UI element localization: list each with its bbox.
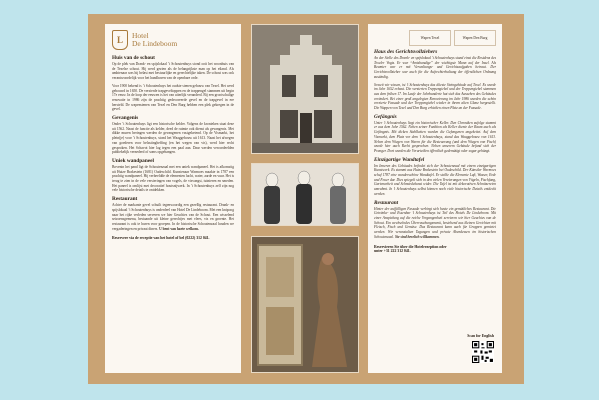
lindeboom-tree-icon: L: [112, 30, 128, 50]
scan-label: Scan for English: [467, 334, 494, 338]
crest-row: [374, 30, 496, 46]
info-board: [88, 14, 524, 384]
text-gevangenis: Onder ’t Schoutenhuys ligt een historische kelder. Volgens de kronieken staat deze uit 1562. Naast de functie als kelder, deed de ruimte ook dienst als gevangenis. Met dikke muren beringen werden de gevangenen vastgeketend. Op de Vismarkt, het plein(je) voor ’t Schoutenhuys, stond het Waaggebouw uit 1613. Naast het afwegen van goederen voor belastingheffing (en het wegen van vis), werd hier recht gesproken. Het Schavot hier lag tegen een paal aan. Daar werden veroordeelden publiekelijk vernederd of soms opgehangen.: [112, 122, 234, 155]
text-wandpaneel: Bovenin het pand ligt de Schoutenzaal met een uniek wandpaneel. Het is afkomstig uit Huize Brakestein (1681) Oudeschild. Kunstenaar Warmoes maakte in 1787 een prachtig wandpaneel. Hij verbeeldde de elementen lucht, water, aarde en vuur. Het is terug te zien in de vele versieringen van vogels, de visvangst, tuinieren en smeden. Het paneel is omlijst met decoratief houtsnijwerk. In ’t Schoutenhuys zelf zijn nog vele historische details te ontdekken.: [112, 164, 234, 193]
reserve-note: Reserveer via de receptie van het hotel of bel (0222) 312 041.: [112, 236, 210, 241]
text-haus-1: An der Stelle des Drank- en spijslokaal ’t Schoutenhuys stand einst die Residenz des Texeler Vogts. Er war “Amtshandige” der wichtigste Mann auf der Insel. Als Beamter war er mit Verwaltungs- und Gerichtsaufgaben betraut. Der Gerichtsvollzieher war auch für die Aufrechterhaltung der öffentlichen Ordnung zuständig.: [374, 56, 496, 79]
logo-text: Hotel De Lindeboom: [132, 31, 178, 48]
text-restaurant: Achter de markante gevel schuilt tegenwoordig een gezellig restaurant. Drank- en spijslokaal ’t Schoutenhuys is onderdeel van Hotel De Lindeboom. Met een knipoog naar het rijke verleden serveren we hier Geuchies van de Schout. Een wisselend seizoensgemenu, bestaande uit kleine gerechtjes met vlees, vis en groente. Het restaurant is ook te huren voor groepen. In de historische Schoutenzaal houden we vergaderingen en privaat diners. U bent van harte welkom.: [112, 203, 234, 231]
heading-huis: Huis van de schout: [112, 55, 155, 61]
building-facade-photo: [251, 24, 359, 154]
heading-wandpaneel: Uniek wandpaneel: [112, 157, 154, 164]
text-huis-2: Voor 1900 bekend is ’t Schoutenhuys het oudste stenen gebouw van Texel. Het werd gebouwd in 1650. De versierde trapgeveltoppen en de trappengel stammen uit begin 17e eeuw. In de loop der eeuwen is het van uiterlijk veranderd. Bij een grootschalige renovatie in 1986 zijn de prachtig gedecoreerde gevel en de trapgevel in ere hersteld. De wapenstenen van Texel en Den Burg hebben een plek gekregen in de gevel.: [112, 83, 234, 112]
wall-panel-photo: [251, 236, 359, 373]
hotel-logo: [112, 30, 234, 50]
heading-restaurant: Restaurant: [112, 196, 138, 203]
historic-figures-photo: [251, 163, 359, 226]
dutch-column: [105, 24, 241, 373]
heading-gefaengnis: Gefängnis: [374, 113, 397, 120]
heading-wandtafel: Einzigartige Wandtafel: [374, 156, 425, 163]
heading-restaurant-de: Restaurant: [374, 199, 399, 206]
german-column: [368, 24, 502, 373]
text-huis-1: Op de plek van Drank- en spijslokaal ’t Schoutenhuys stond ooit het woonhuis van de Texelse schout. Hij werd gezien als de belangrijkste man op het eiland. Als ambtenaar was hij belast met bestuurlijke en gerechtelijke taken. De schout was ook verantwoordelijk voor het handhaven van de openbare orde.: [112, 62, 234, 81]
text-gefaengnis: Unter ’t Schoutenhuys liegt ein historischer Keller. Den Chroniken zufolge stammt er aus dem Jahr 1562. Neben seiner Funktion als Keller diente der Raum auch als Gefängnis. Mit dicken Stahlketten wurden die Gefangenen angekettet. Auf dem Vismarkt, dem Platz vor dem ’t Schoutenhuys, stand das Waaggebouw von 1613. Neben dem Wiegen von Waren für die Besteuerung (und dem Wiegen von Fisch) wurde hier auch Recht gesprochen. Neben unserem Gebäude befand sich der Pranger. Dort wurden die Verurteilten öffentlich gedemütigt oder sogar gehängt.: [374, 120, 496, 153]
text-haus-2: Soweit wir wissen, ist ’t Schoutenhuys das älteste Steingebäude auf Texel. Es wurde im Jahr 1652 erbaut. Die verzierten Treppengiebel und der Treppengiebel stammen aus dem frühen 17. Im Laufe der Jahrhunderte hat sich das Aussehen des Gebäudes verändert. Bei einer groß angelegten Renovierung im Jahr 1986 wurden die schön verzierte Fassade und der Treppengiebel wieder in ihrem alten Glanz hergestellt. Die Wappen von Texel und Den Burg erhielten einen Platz an der Fassade.: [374, 82, 496, 111]
crest-texel: Wapen Texel: [409, 30, 451, 46]
qr-block[interactable]: [456, 334, 494, 368]
reserve-note-de: Reservieren Sie über die Hotelrezeption oder unter +31 222 312 041.: [374, 244, 447, 253]
text-wandtafel: Im Inneren des Gebäudes befindet sich der Schoutenzaal mit einem einzigartigen Kunstwerk. Es stammt aus Huize Brakestein bei Oudeschild. Der Künstler Warmoes schuf 1787 eine wunderschöne Wandtafel. Er stellte die Elemente Luft, Wasser, Erde und Feuer dar. Dies spiegelt sich in den vielen Verzierungen von Vögeln, Fischfang, Gartenarbeit und Schmiedekunst wider. Die Tafel ist mit dekorativen Schnitzereien umrahmt. In ’t Schoutenhuys selbst können noch viele historische Details entdeckt werden.: [374, 163, 496, 196]
crest-den-burg: Wapen Den Burg: [454, 30, 496, 46]
text-restaurant-de: Hinter der auffälligen Fassade verbirgt sich heute ein gemütliches Restaurant. Die Getränke- und Essenbar ’t Schoutenhuys ist Teil des Hotels De Lindeboom. Mit einer Anspielung auf die reiche Vergangenheit servieren wir hier Geuchies van de Schout. Ein wechselndes Überraschungsmenü, bestehend aus kleinen Gerichten mit Fleisch, Fisch und Gemüse. Das Restaurant kann auch für Gruppen gemietet werden. Wir veranstalten Tagungen und private Abendessen im historischen Schoutenzaal. Sie sind herzlich willkommen.: [374, 206, 496, 239]
heading-gevangenis: Gevangenis: [112, 115, 139, 122]
qr-code-icon[interactable]: [472, 341, 494, 363]
heading-haus: Haus des Gerichtsvollziehers: [374, 49, 438, 55]
